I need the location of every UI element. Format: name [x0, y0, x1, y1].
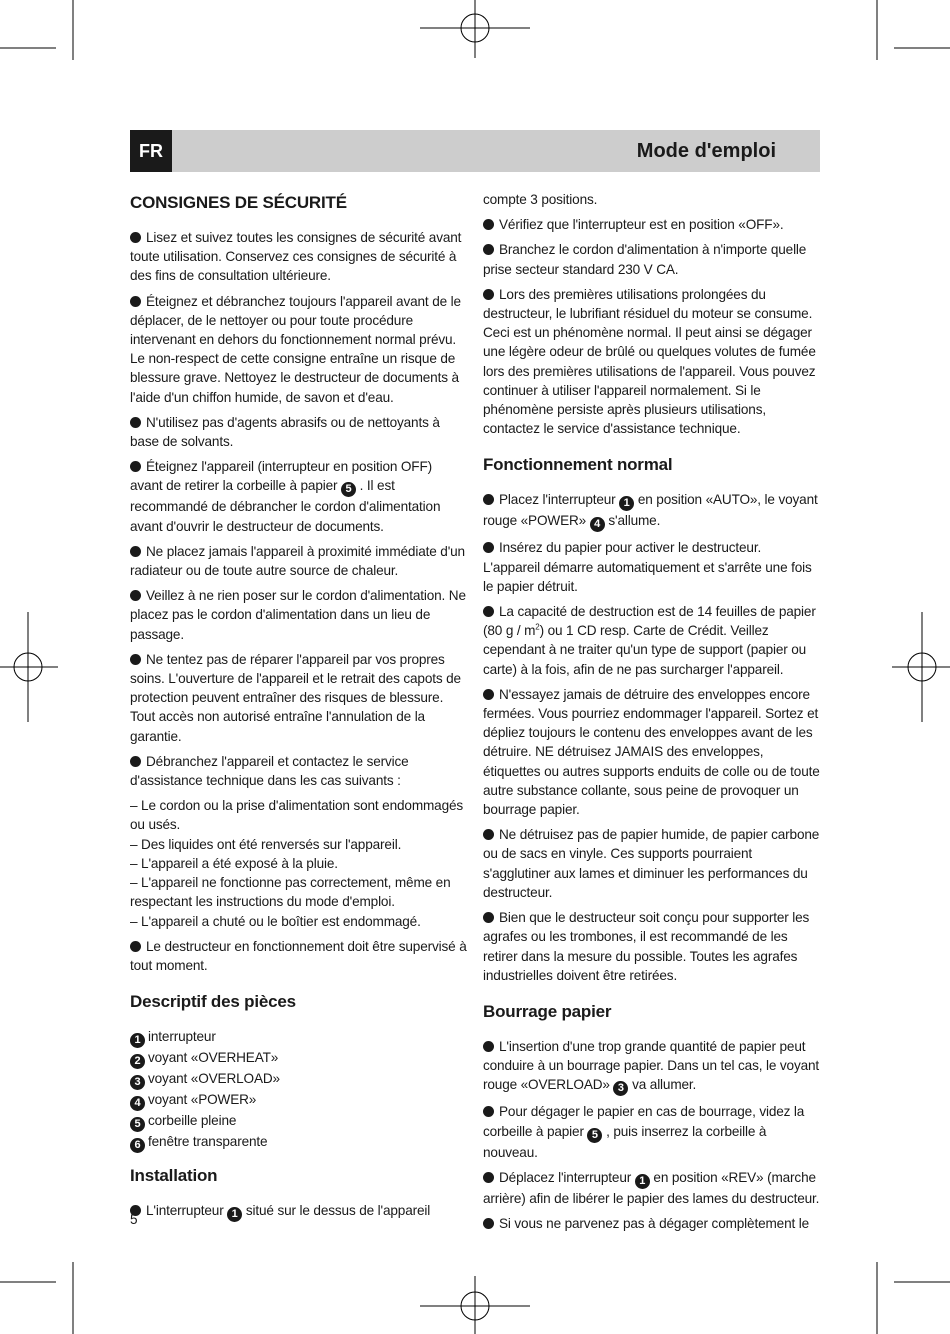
operation-text: Placez l'interrupteur — [499, 492, 616, 508]
install-continuation: compte 3 positions. — [483, 192, 598, 207]
jam-item — [483, 1168, 821, 1208]
superscript: 2 — [535, 622, 540, 632]
operation-item: N'essayez jamais de détruire des enveloppes encore fermées. Vous pourriez endommager l'appareil. Sortez et dépliez toujours le contenu des enveloppes avant de les détruire. NE détruisez JAMAIS des enveloppes, étiquettes ou autres supports enduits de colle ou de toute autre substance collante, sous peine de provoquer un bourrage papier. — [483, 685, 821, 819]
list-item: – Des liquides ont été renversés sur l'appareil. — [130, 836, 402, 852]
operation-text: s'allume. — [608, 513, 661, 529]
failure-cases-list — [130, 796, 468, 930]
part-label: fenêtre transparente — [148, 1134, 268, 1150]
list-item — [130, 1027, 468, 1048]
registration-mark-bottom — [420, 1276, 530, 1334]
jam-text: Pour dégager le papier en cas de bourrage, videz la corbeille à papier — [483, 1104, 805, 1139]
jam-text: va allumer. — [632, 1077, 697, 1093]
operation-item — [483, 602, 821, 679]
safety-text: Éteignez l'appareil (interrupteur en position OFF) avant de retirer la corbeille à papier — [130, 459, 432, 494]
part-number-badge: 1 — [635, 1174, 650, 1189]
section-title-installation: Installation — [130, 1166, 218, 1186]
safety-item: Débranchez l'appareil et contactez le service d'assistance technique dans les cas suivants : — [130, 752, 468, 790]
list-item — [130, 1090, 468, 1111]
language-badge: FR — [130, 130, 172, 172]
page-number: 5 — [130, 1212, 138, 1227]
parts-list — [130, 1027, 468, 1153]
part-number-badge: 1 — [227, 1207, 242, 1222]
left-column — [130, 190, 468, 1228]
safety-item: Ne placez jamais l'appareil à proximité immédiate d'un radiateur ou de toute autre source de chaleur. — [130, 542, 468, 580]
part-number-badge: 5 — [341, 482, 356, 497]
registration-mark-left — [0, 612, 58, 722]
jam-text: L'insertion d'une trop grande quantité de papier peut conduire à un bourrage papier. Dans un tel cas, le voyant rouge «OVERLOAD» — [483, 1038, 820, 1093]
part-label: interrupteur — [148, 1029, 216, 1045]
jam-text: en position «REV» (marche arrière) afin de libérer le papier des lames du destructeur. — [483, 1169, 820, 1206]
operation-text: ) ou 1 CD resp. Carte de Crédit. Veillez cependant à ne traiter qu'un type de support (papier ou carte) à la fois, afin de ne pas surcharger l'appareil. — [483, 623, 807, 677]
safety-item: Veillez à ne rien poser sur le cordon d'alimentation. Ne placez pas le cordon d'alimentation dans un lieu de passage. — [130, 586, 468, 644]
operation-item: Ne détruisez pas de papier humide, de papier carbone ou de sacs en vinyle. Ces supports pourraient s'agglutiner aux lames et diminuer les performances du destructeur. — [483, 825, 821, 902]
operation-text: en position «AUTO», le voyant rouge «POWER» — [483, 492, 818, 529]
part-number-badge: 5 — [587, 1128, 602, 1143]
jam-item: Si vous ne parvenez pas à dégager complètement le — [483, 1214, 821, 1233]
list-item — [130, 1048, 468, 1069]
page-header — [130, 130, 820, 172]
page-title: Mode d'emploi — [636, 140, 776, 162]
safety-item: Lisez et suivez toutes les consignes de sécurité avant toute utilisation. Conservez ces consignes de sécurité à des fins de consultation ultérieure. — [130, 228, 468, 286]
operation-item: Bien que le destructeur soit conçu pour supporter les agrafes ou les trombones, il est recommandé de les retirer dans la mesure du possible. Toutes les agrafes industrielles doivent être retirées. — [483, 908, 821, 985]
part-number-badge: 1 — [130, 1033, 145, 1048]
install-item: Lors des premières utilisations prolongées du destructeur, le lubrifiant résiduel du moteur se consume. Ceci est un phénomène normal. Il peut ainsi se dégager une légère odeur de brûlé ou quelques volutes de fumée lors des premières utilisations de l'appareil. Vous pouvez continuer à utiliser l'appareil normalement. Si le phénomène persiste après plusieurs utilisations, contactez le service d'assistance technique. — [483, 285, 821, 439]
section-title-normal-operation: Fonctionnement normal — [483, 455, 673, 475]
list-item — [130, 1111, 468, 1132]
part-number-badge: 3 — [130, 1075, 145, 1090]
jam-item — [483, 1102, 821, 1161]
operation-text: La capacité de destruction est de 14 feuilles de papier (80 g / m — [483, 604, 816, 639]
safety-item: Le destructeur en fonctionnement doit être supervisé à tout moment. — [130, 937, 468, 975]
part-label: voyant «OVERLOAD» — [148, 1071, 280, 1087]
jam-item — [483, 1037, 821, 1096]
safety-item — [130, 457, 468, 536]
list-item — [130, 1132, 468, 1153]
part-label: corbeille pleine — [148, 1113, 237, 1129]
operation-item — [483, 490, 821, 532]
list-item: – L'appareil a chuté ou le boîtier est endommagé. — [130, 913, 421, 929]
part-label: voyant «POWER» — [148, 1092, 257, 1108]
part-number-badge: 4 — [590, 517, 605, 532]
safety-item: N'utilisez pas d'agents abrasifs ou de nettoyants à base de solvants. — [130, 413, 468, 451]
install-item: Vérifiez que l'interrupteur est en position «OFF». — [483, 215, 821, 234]
registration-mark-right — [892, 612, 950, 722]
right-column — [483, 190, 821, 1239]
section-title-safety: CONSIGNES DE SÉCURITÉ — [130, 193, 347, 212]
part-number-badge: 1 — [619, 496, 634, 511]
part-label: voyant «OVERHEAT» — [148, 1050, 279, 1066]
list-item — [130, 1069, 468, 1090]
part-number-badge: 5 — [130, 1117, 145, 1132]
part-number-badge: 2 — [130, 1054, 145, 1069]
section-title-parts: Descriptif des pièces — [130, 992, 296, 1012]
install-text: situé sur le dessus de l'appareil — [245, 1203, 431, 1219]
install-item: Branchez le cordon d'alimentation à n'importe quelle prise secteur standard 230 V CA. — [483, 240, 821, 278]
jam-text: Déplacez l'interrupteur — [499, 1169, 632, 1185]
part-number-badge: 4 — [130, 1096, 145, 1111]
part-number-badge: 3 — [613, 1081, 628, 1096]
safety-item: Éteignez et débranchez toujours l'appareil avant de le déplacer, de le nettoyer ou pour toute procédure intervenant en dehors du fonctionnement normal prévu. Le non-respect de cette consigne entraîne un risque de blessure grave. Nettoyez le destructeur de documents à l'aide d'un chiffon humide, de savon et d'eau. — [130, 292, 468, 407]
jam-text: , puis inserrez la corbeille à nouveau. — [483, 1123, 767, 1160]
list-item: – L'appareil ne fonctionne pas correctement, même en respectant les instructions du mode d'emploi. — [130, 875, 451, 910]
install-item — [130, 1201, 468, 1222]
install-text: L'interrupteur — [146, 1203, 224, 1219]
list-item: – L'appareil a été exposé à la pluie. — [130, 855, 338, 871]
part-number-badge: 6 — [130, 1138, 145, 1153]
section-title-paper-jam: Bourrage papier — [483, 1001, 612, 1021]
operation-item: Insérez du papier pour activer le destructeur. L'appareil démarre automatiquement et s'arrête une fois le papier détruit. — [483, 538, 821, 596]
safety-item: Ne tentez pas de réparer l'appareil par vos propres soins. L'ouverture de l'appareil et le retrait des capots de protection peuvent entraîner des risques de blessure. Tout accès non autorisé entraîne l'annulation de la garantie. — [130, 650, 468, 746]
registration-mark-top — [420, 0, 530, 58]
list-item: – Le cordon ou la prise d'alimentation sont endommagés ou usés. — [130, 798, 464, 833]
safety-text: . Il est recommandé de débrancher le cordon d'alimentation avant d'ouvrir le destructeur de documents. — [130, 478, 441, 534]
